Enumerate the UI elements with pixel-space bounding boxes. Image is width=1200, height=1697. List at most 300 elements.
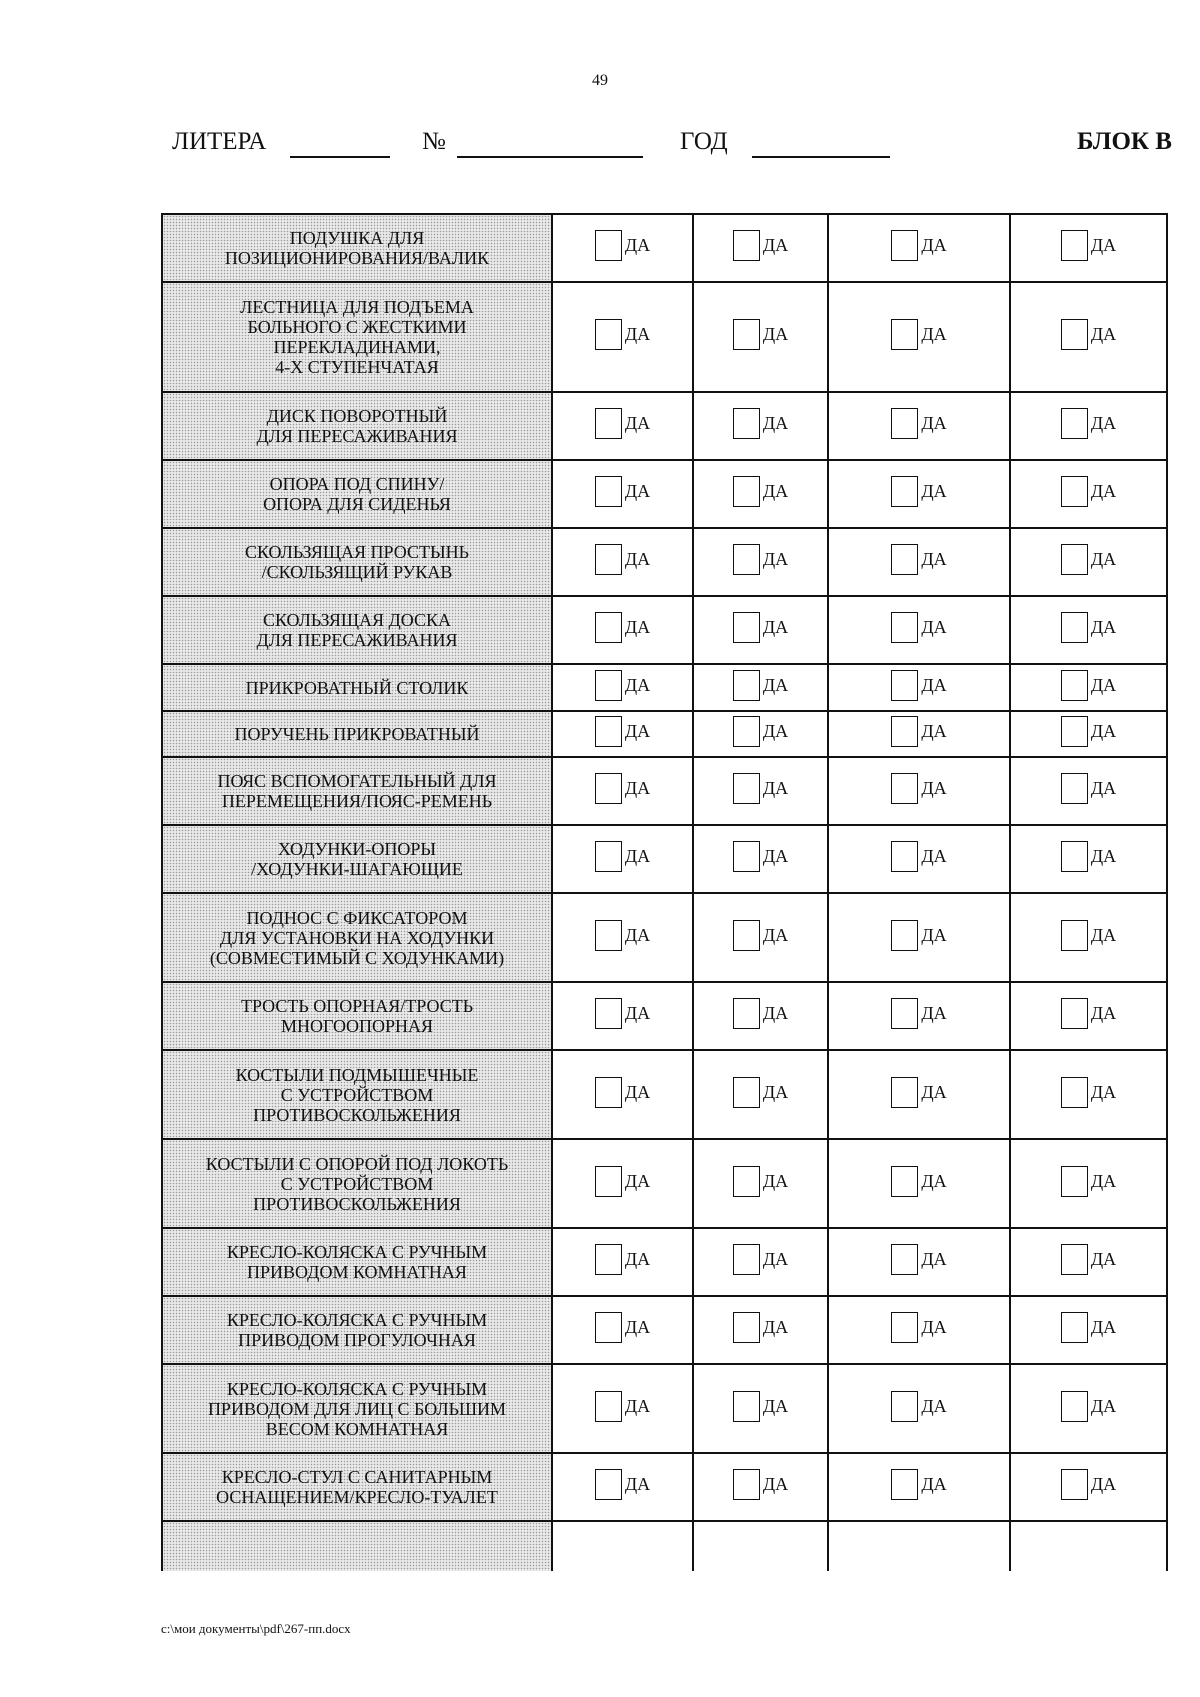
yes-option[interactable] [891, 1312, 946, 1343]
table-row [162, 1296, 1167, 1364]
item-name-cell [162, 893, 552, 982]
yes-checkbox[interactable] [595, 670, 622, 701]
yes-checkbox-label: ДА [1090, 674, 1117, 695]
yes-checkbox[interactable] [733, 1077, 760, 1108]
yes-option[interactable] [595, 1077, 650, 1108]
yes-option[interactable] [1061, 1244, 1116, 1275]
yes-option[interactable] [891, 920, 946, 951]
yes-option[interactable] [733, 319, 788, 350]
table-row [162, 711, 1167, 757]
yes-option[interactable] [1061, 612, 1116, 643]
yes-checkbox-label: ДА [624, 674, 651, 695]
option-cell [1010, 1453, 1167, 1521]
yes-option[interactable] [595, 476, 650, 507]
yes-option[interactable] [1061, 1391, 1116, 1422]
yes-checkbox-label: ДА [921, 924, 947, 945]
yes-checkbox[interactable] [1061, 230, 1088, 261]
yes-option[interactable] [595, 544, 650, 575]
yes-option[interactable] [1061, 773, 1116, 804]
yes-checkbox[interactable] [1061, 1469, 1088, 1500]
item-name-line: ПЕРЕМЕЩЕНИЯ/ПОЯС-РЕМЕНЬ [221, 791, 493, 811]
yes-checkbox[interactable] [733, 544, 760, 575]
yes-option[interactable] [733, 1077, 788, 1108]
yes-checkbox-label: ДА [624, 846, 651, 866]
yes-option[interactable] [1061, 408, 1116, 439]
yes-checkbox[interactable] [733, 476, 760, 507]
table-row [162, 214, 1167, 282]
yes-checkbox-label: ДА [762, 413, 789, 433]
yes-checkbox[interactable] [595, 408, 622, 439]
yes-checkbox[interactable] [891, 476, 918, 507]
option-cell [693, 528, 828, 596]
item-name-cell [162, 1364, 552, 1453]
yes-checkbox[interactable] [891, 1077, 918, 1108]
yes-option[interactable] [595, 230, 650, 261]
year-field[interactable] [752, 156, 890, 158]
option-cell [552, 982, 693, 1050]
yes-option[interactable] [595, 319, 650, 350]
item-name-line: КОСТЫЛИ ПОДМЫШЕЧНЫЕ [235, 1064, 479, 1085]
yes-checkbox[interactable] [1061, 1166, 1088, 1197]
yes-checkbox[interactable] [1061, 319, 1088, 350]
option-cell [552, 1296, 693, 1364]
yes-option[interactable] [733, 476, 788, 507]
item-name-cell [162, 1050, 552, 1139]
item-name-cell [162, 1521, 552, 1571]
option-cell [1010, 664, 1167, 711]
yes-option[interactable] [891, 716, 946, 747]
yes-checkbox[interactable] [1061, 1391, 1088, 1422]
option-cell [693, 1296, 828, 1364]
item-name-line: ПРИВОДОМ КОМНАТНАЯ [247, 1262, 467, 1282]
yes-checkbox-label: ДА [762, 324, 789, 344]
yes-option[interactable] [733, 920, 788, 951]
yes-option[interactable] [1061, 716, 1116, 747]
yes-option[interactable] [595, 612, 650, 643]
yes-checkbox[interactable] [891, 1391, 918, 1422]
option-cell [1010, 982, 1167, 1050]
option-cell [828, 1050, 1010, 1139]
yes-checkbox[interactable] [733, 716, 760, 747]
option-cell [552, 1139, 693, 1228]
yes-option[interactable] [1061, 1312, 1116, 1343]
yes-checkbox-label: ДА [1090, 324, 1117, 344]
yes-option[interactable] [1061, 1166, 1116, 1197]
yes-option[interactable] [1061, 230, 1116, 261]
option-cell [1010, 1364, 1167, 1453]
yes-checkbox[interactable] [595, 998, 622, 1029]
option-cell [1010, 392, 1167, 460]
yes-checkbox-label: ДА [624, 1081, 651, 1102]
yes-checkbox[interactable] [1061, 408, 1088, 439]
yes-checkbox-label: ДА [624, 413, 651, 433]
yes-checkbox-label: ДА [921, 1474, 947, 1494]
yes-checkbox-label: ДА [921, 324, 947, 344]
yes-option[interactable] [733, 1244, 788, 1275]
item-name-line: ДЛЯ ПЕРЕСАЖИВАНИЯ [256, 630, 458, 650]
item-name-line: С УСТРОЙСТВОМ [280, 1084, 434, 1105]
option-cell [828, 1228, 1010, 1296]
yes-checkbox[interactable] [891, 716, 918, 747]
yes-checkbox[interactable] [1061, 841, 1088, 872]
option-cell [552, 214, 693, 282]
item-name-line: ТРОСТЬ ОПОРНАЯ/ТРОСТЬ [240, 996, 474, 1016]
yes-checkbox[interactable] [595, 841, 622, 872]
option-cell [828, 893, 1010, 982]
option-cell [1010, 1296, 1167, 1364]
item-name-line: ПЕРЕКЛАДИНАМИ, [273, 337, 441, 357]
table-row [162, 1050, 1167, 1139]
yes-option[interactable] [891, 1391, 946, 1422]
item-name-line: ОПОРА ДЛЯ СИДЕНЬЯ [263, 494, 451, 514]
option-cell [693, 757, 828, 825]
option-cell [552, 528, 693, 596]
yes-checkbox[interactable] [595, 319, 622, 350]
yes-checkbox-label: ДА [762, 1003, 789, 1023]
yes-checkbox-label: ДА [921, 1081, 947, 1102]
item-name-line: ДИСК ПОВОРОТНЫЙ [266, 406, 448, 426]
yes-option[interactable] [891, 612, 946, 643]
table-row [162, 825, 1167, 893]
item-name-cell [162, 982, 552, 1050]
item-name-line: ПОРУЧЕНЬ ПРИКРОВАТНЫЙ [234, 724, 480, 744]
option-cell [693, 711, 828, 757]
option-cell [1010, 1521, 1167, 1571]
item-name-cell [162, 664, 552, 711]
yes-checkbox[interactable] [733, 1469, 760, 1500]
yes-checkbox[interactable] [595, 544, 622, 575]
yes-option[interactable] [595, 920, 650, 951]
yes-option[interactable] [891, 230, 946, 261]
option-cell [552, 1364, 693, 1453]
yes-checkbox[interactable] [595, 1391, 622, 1422]
yes-checkbox-label: ДА [762, 481, 789, 501]
yes-checkbox[interactable] [891, 1166, 918, 1197]
yes-option[interactable] [1061, 1077, 1116, 1108]
yes-checkbox-label: ДА [624, 1249, 651, 1269]
yes-option[interactable] [1061, 476, 1116, 507]
yes-option[interactable] [891, 1166, 946, 1197]
option-cell [1010, 1228, 1167, 1296]
yes-option[interactable] [891, 841, 946, 872]
yes-checkbox[interactable] [595, 1166, 622, 1197]
item-name-line: МНОГООПОРНАЯ [281, 1016, 433, 1036]
item-name-line: ПРОТИВОСКОЛЬЖЕНИЯ [253, 1193, 461, 1214]
yes-checkbox[interactable] [1061, 1312, 1088, 1343]
yes-checkbox-label: ДА [921, 1395, 947, 1416]
yes-checkbox-label: ДА [762, 924, 789, 945]
yes-checkbox[interactable] [1061, 612, 1088, 643]
yes-checkbox[interactable] [733, 1244, 760, 1275]
yes-option[interactable] [595, 773, 650, 804]
table-row [162, 893, 1167, 982]
table-row [162, 982, 1167, 1050]
item-name-line: ВЕСОМ КОМНАТНАЯ [265, 1418, 449, 1439]
option-cell [552, 392, 693, 460]
yes-checkbox[interactable] [891, 612, 918, 643]
option-cell [1010, 825, 1167, 893]
item-name-line: КОСТЫЛИ С ОПОРОЙ ПОД ЛОКОТЬ [205, 1153, 509, 1174]
yes-checkbox[interactable] [595, 1244, 622, 1275]
option-cell [1010, 893, 1167, 982]
yes-checkbox[interactable] [733, 670, 760, 701]
option-cell [828, 825, 1010, 893]
item-name-line: СКОЛЬЗЯЩАЯ ПРОСТЫНЬ [244, 542, 469, 562]
item-name-cell [162, 528, 552, 596]
yes-checkbox[interactable] [891, 998, 918, 1029]
item-name-line: ПРИКРОВАТНЫЙ СТОЛИК [245, 677, 469, 698]
table-row [162, 282, 1167, 392]
table-row [162, 1453, 1167, 1521]
yes-checkbox[interactable] [733, 319, 760, 350]
yes-checkbox-label: ДА [1090, 235, 1117, 255]
yes-checkbox[interactable] [1061, 1244, 1088, 1275]
yes-option[interactable] [1061, 670, 1116, 701]
yes-checkbox[interactable] [1061, 544, 1088, 575]
empty-table-row [162, 1521, 1167, 1571]
yes-checkbox[interactable] [595, 230, 622, 261]
item-name-cell [162, 1453, 552, 1521]
yes-checkbox[interactable] [595, 476, 622, 507]
yes-option[interactable] [1061, 841, 1116, 872]
yes-option[interactable] [733, 841, 788, 872]
yes-checkbox[interactable] [891, 773, 918, 804]
number-field[interactable] [457, 156, 643, 158]
option-cell [1010, 460, 1167, 528]
yes-option[interactable] [733, 612, 788, 643]
option-cell [1010, 1139, 1167, 1228]
yes-checkbox[interactable] [891, 1312, 918, 1343]
yes-checkbox-label: ДА [762, 674, 789, 695]
yes-checkbox[interactable] [1061, 920, 1088, 951]
option-cell [693, 214, 828, 282]
block-label: БЛОК В [1076, 128, 1172, 155]
yes-checkbox-label: ДА [624, 721, 651, 741]
yes-option[interactable] [733, 670, 788, 701]
item-name-line: /СКОЛЬЗЯЩИЙ РУКАВ [261, 562, 453, 582]
yes-option[interactable] [1061, 319, 1116, 350]
option-cell [552, 460, 693, 528]
option-cell [828, 1296, 1010, 1364]
option-cell [693, 825, 828, 893]
yes-checkbox-label: ДА [1090, 1395, 1117, 1416]
yes-checkbox-label: ДА [1090, 1249, 1117, 1269]
page-number: 49 [592, 72, 608, 89]
yes-checkbox-label: ДА [762, 1170, 789, 1191]
yes-checkbox[interactable] [891, 670, 918, 701]
yes-option[interactable] [891, 1077, 946, 1108]
yes-option[interactable] [595, 716, 650, 747]
yes-option[interactable] [891, 408, 946, 439]
yes-checkbox-label: ДА [762, 1081, 789, 1102]
option-cell [693, 1521, 828, 1571]
yes-option[interactable] [733, 1312, 788, 1343]
yes-checkbox[interactable] [595, 920, 622, 951]
yes-option[interactable] [595, 1166, 650, 1197]
option-cell [828, 711, 1010, 757]
yes-option[interactable] [733, 716, 788, 747]
yes-checkbox-label: ДА [624, 778, 651, 798]
yes-checkbox[interactable] [595, 773, 622, 804]
year-label: ГОД [680, 128, 728, 155]
yes-checkbox[interactable] [595, 612, 622, 643]
table-row [162, 596, 1167, 664]
yes-option[interactable] [595, 670, 650, 701]
yes-option[interactable] [595, 841, 650, 872]
form-header [172, 128, 1172, 162]
table-row [162, 757, 1167, 825]
litera-label: ЛИТЕРА [172, 128, 267, 155]
yes-option[interactable] [733, 544, 788, 575]
yes-option[interactable] [595, 1391, 650, 1422]
yes-option[interactable] [1061, 920, 1116, 951]
option-cell [1010, 596, 1167, 664]
yes-option[interactable] [891, 1469, 946, 1500]
yes-option[interactable] [733, 998, 788, 1029]
yes-checkbox-label: ДА [921, 413, 947, 433]
yes-checkbox[interactable] [891, 319, 918, 350]
yes-checkbox-label: ДА [762, 1474, 789, 1494]
yes-option[interactable] [595, 1469, 650, 1500]
yes-checkbox[interactable] [595, 716, 622, 747]
yes-option[interactable] [595, 1312, 650, 1343]
yes-checkbox[interactable] [733, 612, 760, 643]
yes-checkbox[interactable] [891, 841, 918, 872]
option-cell [1010, 282, 1167, 392]
option-cell [828, 282, 1010, 392]
yes-checkbox-label: ДА [1090, 1003, 1117, 1023]
yes-option[interactable] [1061, 998, 1116, 1029]
yes-checkbox[interactable] [891, 408, 918, 439]
yes-option[interactable] [891, 1244, 946, 1275]
yes-checkbox-label: ДА [624, 481, 651, 501]
footer-file-path: c:\мои документы\pdf\267-пп.docx [161, 1621, 351, 1636]
yes-option[interactable] [733, 773, 788, 804]
yes-checkbox[interactable] [733, 841, 760, 872]
item-name-line: ПОЯС ВСПОМОГАТЕЛЬНЫЙ ДЛЯ [217, 771, 497, 791]
option-cell [828, 528, 1010, 596]
option-cell [693, 1364, 828, 1453]
option-cell [1010, 757, 1167, 825]
item-name-line: СКОЛЬЗЯЩАЯ ДОСКА [262, 610, 452, 630]
yes-checkbox[interactable] [733, 408, 760, 439]
yes-checkbox[interactable] [1061, 1077, 1088, 1108]
yes-checkbox-label: ДА [624, 1474, 651, 1494]
option-cell [552, 893, 693, 982]
yes-checkbox[interactable] [733, 773, 760, 804]
yes-checkbox[interactable] [733, 1166, 760, 1197]
yes-option[interactable] [891, 670, 946, 701]
item-name-line: ПОДНОС С ФИКСАТОРОМ [246, 907, 468, 928]
option-cell [552, 1453, 693, 1521]
yes-checkbox[interactable] [733, 230, 760, 261]
equipment-table [161, 213, 1168, 1571]
number-label: № [422, 128, 446, 155]
option-cell [552, 596, 693, 664]
yes-checkbox[interactable] [1061, 716, 1088, 747]
yes-checkbox[interactable] [595, 1077, 622, 1108]
yes-option[interactable] [595, 1244, 650, 1275]
item-name-cell [162, 711, 552, 757]
item-name-line: ПОЗИЦИОНИРОВАНИЯ/ВАЛИК [224, 248, 490, 268]
yes-option[interactable] [733, 1391, 788, 1422]
option-cell [552, 1050, 693, 1139]
option-cell [693, 460, 828, 528]
table-row [162, 392, 1167, 460]
yes-checkbox[interactable] [891, 230, 918, 261]
yes-checkbox[interactable] [891, 920, 918, 951]
yes-option[interactable] [891, 773, 946, 804]
item-name-line: БОЛЬНОГО С ЖЕСТКИМИ [247, 317, 467, 337]
table-row [162, 664, 1167, 711]
yes-checkbox-label: ДА [762, 1395, 789, 1416]
item-name-cell [162, 1228, 552, 1296]
yes-checkbox-label: ДА [1090, 1317, 1117, 1337]
yes-checkbox[interactable] [1061, 998, 1088, 1029]
yes-option[interactable] [733, 1469, 788, 1500]
yes-checkbox[interactable] [1061, 476, 1088, 507]
item-name-cell [162, 282, 552, 392]
yes-checkbox[interactable] [733, 1391, 760, 1422]
yes-checkbox-label: ДА [762, 778, 789, 798]
yes-option[interactable] [891, 319, 946, 350]
yes-checkbox[interactable] [733, 920, 760, 951]
yes-option[interactable] [891, 544, 946, 575]
option-cell [552, 1228, 693, 1296]
item-name-line: С УСТРОЙСТВОМ [280, 1173, 434, 1194]
item-name-line: ПРОТИВОСКОЛЬЖЕНИЯ [253, 1104, 461, 1125]
yes-checkbox[interactable] [733, 998, 760, 1029]
item-name-line: ОСНАЩЕНИЕМ/КРЕСЛО-ТУАЛЕТ [216, 1487, 498, 1507]
yes-checkbox[interactable] [891, 1244, 918, 1275]
item-name-cell [162, 1296, 552, 1364]
option-cell [828, 1139, 1010, 1228]
yes-option[interactable] [733, 1166, 788, 1197]
yes-option[interactable] [891, 998, 946, 1029]
yes-checkbox-label: ДА [921, 1003, 947, 1023]
yes-checkbox[interactable] [595, 1469, 622, 1500]
litera-field[interactable] [290, 156, 390, 158]
yes-checkbox-label: ДА [624, 549, 651, 569]
yes-checkbox-label: ДА [921, 846, 947, 866]
option-cell [828, 596, 1010, 664]
yes-checkbox-label: ДА [921, 674, 947, 695]
yes-checkbox[interactable] [595, 1312, 622, 1343]
yes-checkbox-label: ДА [624, 1003, 651, 1023]
yes-checkbox-label: ДА [762, 235, 789, 255]
yes-checkbox[interactable] [891, 1469, 918, 1500]
yes-checkbox[interactable] [733, 1312, 760, 1343]
option-cell [828, 982, 1010, 1050]
yes-checkbox-label: ДА [921, 617, 947, 637]
yes-checkbox[interactable] [891, 544, 918, 575]
option-cell [693, 1050, 828, 1139]
item-name-line: ПОДУШКА ДЛЯ [289, 228, 425, 248]
option-cell [828, 1364, 1010, 1453]
yes-option[interactable] [733, 230, 788, 261]
yes-option[interactable] [595, 408, 650, 439]
yes-option[interactable] [733, 408, 788, 439]
yes-checkbox[interactable] [1061, 670, 1088, 701]
yes-checkbox-label: ДА [624, 1170, 651, 1191]
yes-option[interactable] [595, 998, 650, 1029]
yes-checkbox-label: ДА [1090, 1170, 1117, 1191]
yes-option[interactable] [1061, 1469, 1116, 1500]
yes-checkbox[interactable] [1061, 773, 1088, 804]
yes-option[interactable] [1061, 544, 1116, 575]
yes-checkbox-label: ДА [762, 549, 789, 569]
yes-option[interactable] [891, 476, 946, 507]
